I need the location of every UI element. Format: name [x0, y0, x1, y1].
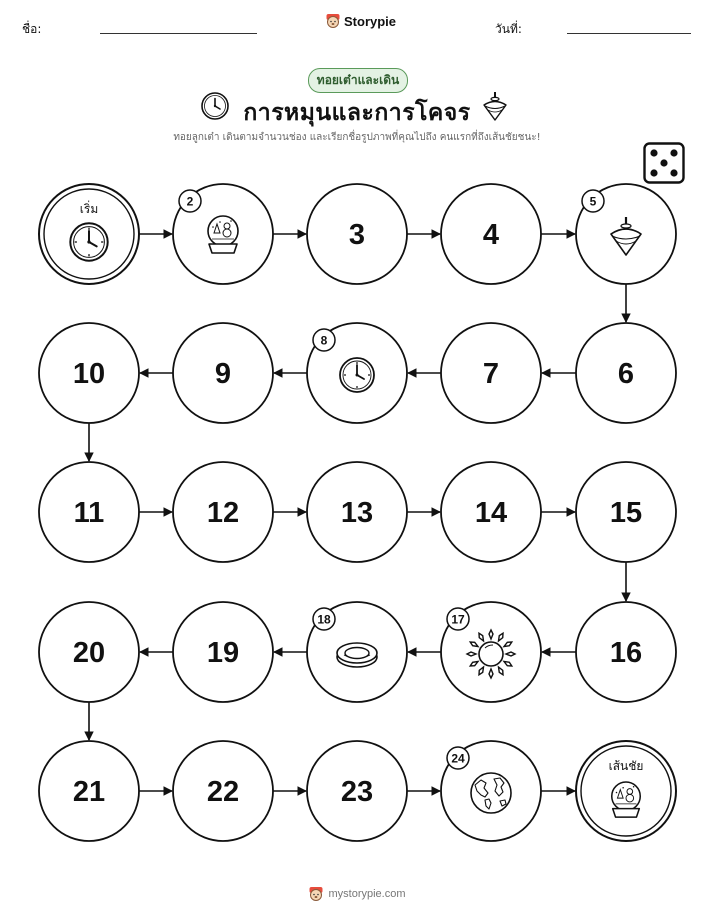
board-space-2[interactable] — [173, 184, 273, 284]
board-space-22[interactable] — [173, 741, 273, 841]
space-number: 15 — [609, 497, 643, 529]
space-number: 17 — [451, 612, 465, 627]
board-space-13[interactable] — [307, 462, 407, 562]
space-number: 4 — [482, 219, 500, 251]
page-title: การหมุนและการโคจร — [243, 100, 471, 126]
board-space-3[interactable] — [307, 184, 407, 284]
clock-icon — [340, 358, 374, 392]
space-number: 2 — [186, 194, 194, 209]
space-number: 19 — [206, 637, 240, 669]
space-number: 9 — [214, 358, 232, 390]
bear-logo-icon — [308, 886, 324, 902]
date-label: วันที่: — [495, 22, 522, 36]
board-space-18[interactable] — [307, 602, 407, 702]
board-space-21[interactable] — [39, 741, 139, 841]
brand-name: Storypie — [344, 13, 397, 29]
space-number: 23 — [340, 776, 374, 808]
ring-icon — [337, 643, 377, 667]
board-space-19[interactable] — [173, 602, 273, 702]
earth-icon — [471, 773, 511, 813]
board-space-5[interactable] — [576, 184, 676, 284]
board-space-9[interactable] — [173, 323, 273, 423]
space-number: 8 — [320, 333, 328, 348]
board-space-20[interactable] — [39, 602, 139, 702]
board-space-15[interactable] — [576, 462, 676, 562]
board-space-12[interactable] — [173, 462, 273, 562]
board-space-4[interactable] — [441, 184, 541, 284]
board-space-24[interactable] — [441, 741, 541, 841]
clock-icon — [70, 223, 107, 260]
space-number: 24 — [451, 751, 465, 766]
start-space[interactable] — [39, 184, 139, 284]
space-number: 6 — [617, 358, 635, 390]
name-label: ชื่อ: — [22, 22, 42, 36]
board-space-10[interactable] — [39, 323, 139, 423]
board-space-11[interactable] — [39, 462, 139, 562]
board-space-14[interactable] — [441, 462, 541, 562]
space-number: 10 — [72, 358, 106, 390]
start-label: เริ่ม — [79, 202, 99, 216]
snow-globe-icon — [208, 216, 238, 253]
footer-url: mystorypie.com — [328, 888, 406, 900]
space-number: 3 — [348, 219, 366, 251]
space-number: 14 — [474, 497, 508, 529]
space-number: 5 — [589, 194, 597, 209]
board-space-8[interactable] — [307, 323, 407, 423]
snow-globe-icon — [612, 782, 641, 817]
space-number: 16 — [609, 637, 643, 669]
board-space-7[interactable] — [441, 323, 541, 423]
space-number: 18 — [317, 612, 331, 627]
finish-space[interactable] — [576, 741, 676, 841]
board-space-17[interactable] — [441, 602, 541, 702]
board-space-6[interactable] — [576, 323, 676, 423]
space-number: 13 — [340, 497, 374, 529]
board-space-23[interactable] — [307, 741, 407, 841]
footer — [0, 886, 714, 902]
space-number: 20 — [72, 637, 106, 669]
board-space-16[interactable] — [576, 602, 676, 702]
finish-label: เส้นชัย — [608, 759, 644, 773]
space-number: 7 — [482, 358, 500, 390]
space-number: 11 — [73, 497, 105, 529]
space-number: 21 — [72, 776, 106, 808]
space-number: 12 — [206, 497, 240, 529]
space-number: 22 — [206, 776, 240, 808]
instructions: ทอยลูกเต๋า เดินตามจำนวนช่อง และเรียกชื่อรูปภาพที่คุณไปถึง คนแรกที่ถึงเส้นชัยชนะ! — [173, 132, 541, 143]
game-type-badge: ทอยเต๋าและเดิน — [308, 68, 408, 93]
